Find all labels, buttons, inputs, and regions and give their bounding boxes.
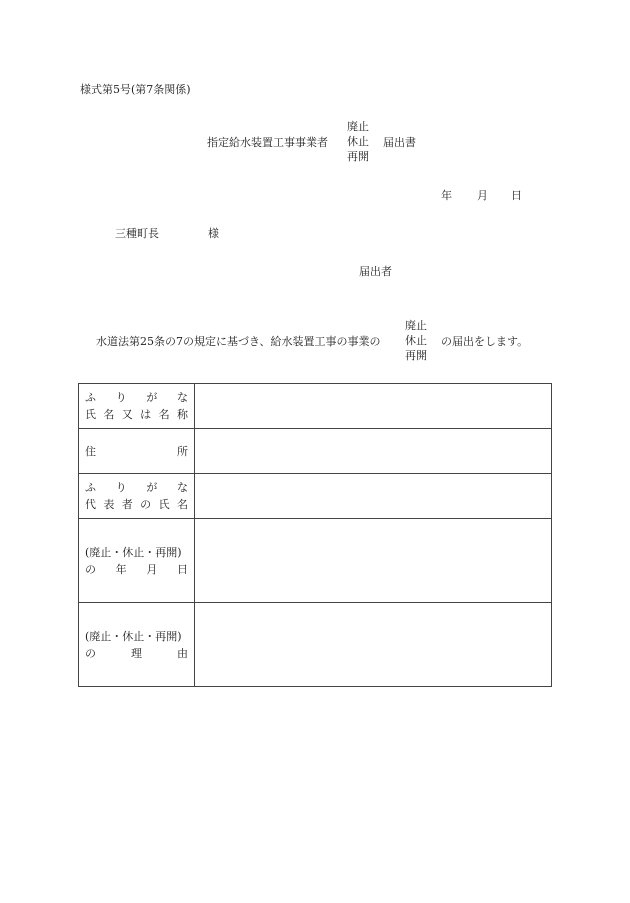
date-field[interactable] [195,519,552,603]
label-furigana: ふ り が な [85,391,188,404]
addressee-honorific: 様 [208,227,219,240]
name-field[interactable] [195,384,552,429]
title-prefix: 指定給水装置工事事業者 [207,136,328,149]
representative-field[interactable] [195,474,552,519]
statement-suffix: の届出をします。 [441,335,529,348]
date-year-label: 年 [441,189,452,202]
table-row [79,603,552,687]
applicant-label: 届出者 [359,265,392,278]
statement-prefix: 水道法第25条の7の規定に基づき、給水装置工事の事業の [96,335,381,348]
label-reason: の 理 由 [85,646,188,660]
label-representative-cell [79,474,195,519]
address-field[interactable] [195,429,552,474]
date-day-label: 日 [511,189,522,202]
label-name-cell [79,384,195,429]
table-row [79,429,552,474]
table-row [79,474,552,519]
statement-option-resume: 再開 [405,349,427,362]
title-options [347,119,369,164]
label-address: 住 所 [85,444,188,458]
reason-field[interactable] [195,603,552,687]
addressee-name: 三種町長 [115,227,159,240]
label-address-cell [79,429,195,474]
table-row [79,519,552,603]
label-furigana: ふ り が な [85,481,188,494]
title-option-resume: 再開 [347,150,369,163]
title-option-suspend: 休止 [347,135,369,148]
label-representative-name: 代 表 者 の 氏 名 [85,498,188,511]
date-month-label: 月 [477,189,488,202]
label-abolish-suspend-resume: (廃止・休止・再開) [85,545,182,559]
title-suffix: 届出書 [383,136,416,149]
label-date-cell [79,519,195,603]
label-date: の 年 月 日 [85,562,188,576]
statement-options [405,318,427,363]
label-name-or-title: 氏 名 又 は 名 称 [85,408,188,421]
label-reason-cell [79,603,195,687]
table-row [79,384,552,429]
label-abolish-suspend-resume: (廃止・休止・再開) [85,629,182,643]
statement-option-abolish: 廃止 [405,319,427,332]
application-form-table [78,383,552,687]
title-option-abolish: 廃止 [347,120,369,133]
form-number: 様式第5号(第7条関係) [80,83,191,96]
statement-option-suspend: 休止 [405,334,427,347]
